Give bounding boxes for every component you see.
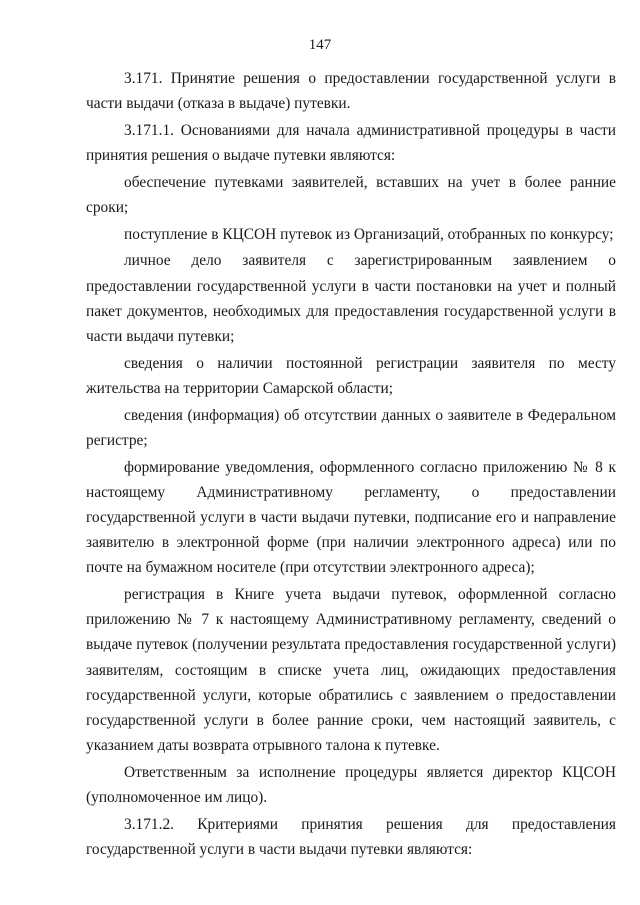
paragraph-notification-forming: формирование уведомления, оформленного согласно приложению № 8 к настоящему Административному регламенту, о предоставлении государственной услуги в части выдачи путевки, подписание его и направление заявителю в электронной форме (при наличии электронного адреса) или по почте на бумажном носителе (при отсутствии электронного адреса);	[86, 458, 616, 577]
paragraph-3-171-2-criteria: 3.171.2. Критериями принятия решения для предоставления государственной услуги в части выдачи путевки являются:	[86, 815, 616, 859]
paragraph-provision-early-applicants: обеспечение путевками заявителей, вставших на учет в более ранние сроки;	[86, 173, 616, 217]
page-number: 147	[308, 37, 332, 53]
document-body	[86, 66, 616, 864]
paragraph-federal-register-info: сведения (информация) об отсутствии данных о заявителе в Федеральном регистре;	[86, 406, 616, 449]
paragraph-3-171-title: 3.171. Принятие решения о предоставлении государственной услуги в части выдачи (отказа в выдаче) путевки.	[86, 70, 616, 113]
paragraph-book-registration: регистрация в Книге учета выдачи путевок, оформленной согласно приложению № 7 к настоящему Административному регламенту, сведений о выдаче путевок (получении результата предоставления государственной услуги) заявителям, состоящим в списке учета лиц, ожидающих предоставления государственной услуги, которые обратились с заявлением о предоставлении государственной услуги в более ранние сроки, чем настоящий заявитель, с указанием даты возврата отрывного талона к путевке.	[86, 586, 616, 755]
paragraph-vouchers-received: поступление в КЦСОН путевок из Организаций, отобранных по конкурсу;	[124, 225, 614, 243]
paragraph-personal-file: личное дело заявителя с зарегистрированным заявлением о предоставлении государственной услуги в части постановки на учет и полный пакет документов, необходимых для предоставления государственной услуги в части выдачи путевки;	[86, 252, 616, 346]
paragraph-responsible-person: Ответственным за исполнение процедуры является директор КЦСОН (уполномоченное им лицо).	[86, 763, 616, 807]
paragraph-3-171-1-grounds: 3.171.1. Основаниями для начала административной процедуры в части принятия решения о выдаче путевки являются:	[86, 121, 616, 165]
paragraph-registration-info: сведения о наличии постоянной регистрации заявителя по месту жительства на территории Самарской области;	[86, 354, 616, 397]
